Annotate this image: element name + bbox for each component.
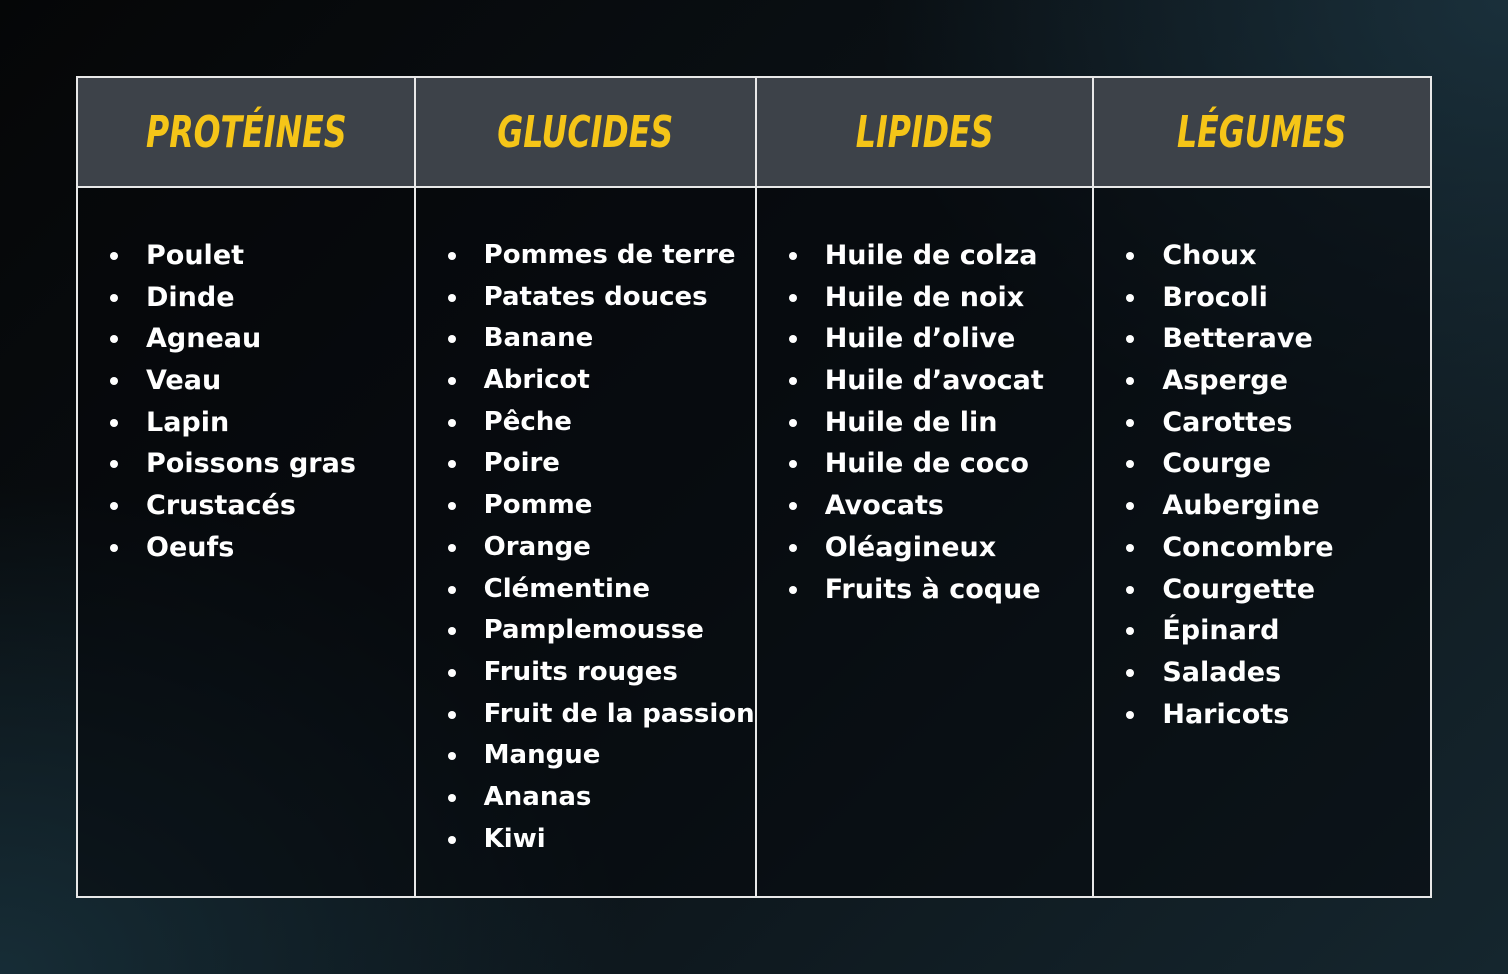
list-item-label: Choux [1162,240,1257,271]
item-list [416,235,755,860]
list-item [787,569,1093,611]
list-item-label: Courge [1162,448,1271,480]
list-item [1124,527,1430,569]
bullet-icon [448,836,456,844]
list-item [108,443,414,485]
list-item-label: Orange [483,531,591,562]
bullet-icon [448,711,456,719]
list-item-label: Salades [1162,656,1282,688]
bullet-icon [110,460,118,468]
item-list [78,235,414,569]
list-item [108,485,414,527]
list-item-label: Huile de coco [824,448,1029,480]
list-item-label: Betterave [1162,323,1313,355]
list-item [446,527,755,569]
list-item-label: Poulet [146,240,245,271]
list-item [446,235,755,277]
list-item-label: Asperge [1162,365,1288,397]
list-item [1124,402,1430,444]
column-body [1094,188,1430,896]
column-title: GLUCIDES [497,106,674,158]
list-item [787,318,1093,360]
list-item-label: Carottes [1162,406,1293,438]
column-header [757,78,1093,188]
bullet-icon [789,252,797,260]
list-item-label: Huile de lin [824,406,998,438]
list-item [108,360,414,402]
list-item-label: Kiwi [483,823,546,854]
column-body [416,188,755,896]
bullet-icon [448,377,456,385]
bullet-icon [1126,669,1134,677]
bullet-icon [789,294,797,302]
bullet-icon [789,377,797,385]
bullet-icon [110,419,118,427]
bullet-icon [448,502,456,510]
bullet-icon [110,252,118,260]
list-item-label: Abricot [483,365,590,396]
bullet-icon [1126,294,1134,302]
list-item-label: Oléagineux [824,531,997,563]
list-item [108,318,414,360]
column-body [757,188,1093,896]
list-item [1124,485,1430,527]
bullet-icon [448,752,456,760]
list-item-label: Fruit de la passion [483,698,755,729]
list-item-label: Poire [483,448,560,479]
column-title: PROTÉINES [145,106,347,158]
list-item [108,235,414,277]
list-item-label: Pommes de terre [483,240,736,270]
list-item-label: Dinde [146,281,235,313]
list-item-label: Clémentine [483,573,651,604]
list-item [446,485,755,527]
bullet-icon [789,502,797,510]
list-item [446,277,755,319]
list-item [787,527,1093,569]
list-item-label: Ananas [483,781,592,812]
list-item-label: Lapin [146,406,230,438]
bullet-icon [1126,377,1134,385]
list-item [446,318,755,360]
bullet-icon [1126,419,1134,427]
list-item [1124,277,1430,319]
list-item [446,777,755,819]
bullet-icon [448,294,456,302]
bullet-icon [110,377,118,385]
list-item-label: Poissons gras [146,448,356,480]
bullet-icon [448,627,456,635]
list-item-label: Veau [146,365,222,397]
bullet-icon [1126,335,1134,343]
bullet-icon [789,335,797,343]
list-item [787,360,1093,402]
column-header [1094,78,1430,188]
bullet-icon [789,544,797,552]
list-item [446,360,755,402]
bullet-icon [789,460,797,468]
column-body [78,188,414,896]
bullet-icon [1126,502,1134,510]
list-item-label: Huile d’olive [824,323,1016,355]
column-title: LÉGUMES [1177,106,1347,158]
list-item [446,652,755,694]
list-item [446,402,755,444]
list-item-label: Fruits à coque [824,573,1041,605]
column-glucides [416,78,757,896]
list-item [108,402,414,444]
list-item [1124,360,1430,402]
item-list [1094,235,1430,735]
list-item [446,569,755,611]
list-item-label: Agneau [146,323,262,355]
list-item [1124,694,1430,736]
list-item [787,402,1093,444]
list-item-label: Pamplemousse [483,615,704,646]
list-item-label: Aubergine [1162,490,1320,522]
bullet-icon [448,586,456,594]
column-title: LIPIDES [855,106,994,158]
list-item-label: Pêche [483,406,572,437]
list-item [787,277,1093,319]
column-legumes [1094,78,1430,896]
bullet-icon [789,419,797,427]
bullet-icon [448,794,456,802]
list-item [1124,235,1430,277]
list-item [787,235,1093,277]
column-lipides [757,78,1095,896]
list-item-label: Huile d’avocat [824,365,1044,397]
list-item [1124,610,1430,652]
column-proteines [78,78,416,896]
list-item-label: Fruits rouges [483,656,678,687]
list-item [108,527,414,569]
list-item-label: Pomme [483,490,593,521]
list-item [1124,652,1430,694]
list-item-label: Oeufs [146,531,235,563]
list-item [446,694,755,736]
bullet-icon [1126,460,1134,468]
list-item [787,485,1093,527]
list-item-label: Haricots [1162,698,1290,730]
list-item-label: Mangue [483,740,601,771]
bullet-icon [448,335,456,343]
list-item-label: Huile de colza [824,240,1038,271]
list-item [787,443,1093,485]
bullet-icon [448,669,456,677]
bullet-icon [448,419,456,427]
bullet-icon [448,460,456,468]
bullet-icon [1126,544,1134,552]
bullet-icon [789,586,797,594]
list-item [1124,443,1430,485]
list-item-label: Courgette [1162,573,1316,605]
bullet-icon [110,544,118,552]
column-header [78,78,414,188]
bullet-icon [1126,252,1134,260]
list-item [446,819,755,861]
item-list [757,235,1093,610]
list-item [1124,318,1430,360]
bullet-icon [110,502,118,510]
bullet-icon [110,335,118,343]
list-item [446,735,755,777]
list-item [1124,569,1430,611]
bullet-icon [448,544,456,552]
bullet-icon [448,252,456,260]
list-item-label: Épinard [1162,615,1280,647]
bullet-icon [1126,711,1134,719]
food-table [76,76,1432,898]
list-item-label: Avocats [824,490,944,522]
list-item [108,277,414,319]
bullet-icon [1126,627,1134,635]
list-item [446,443,755,485]
list-item-label: Patates douces [483,281,708,312]
column-header [416,78,755,188]
list-item-label: Crustacés [146,490,296,522]
bullet-icon [110,294,118,302]
list-item [446,610,755,652]
list-item-label: Brocoli [1162,281,1268,313]
list-item-label: Concombre [1162,531,1334,563]
list-item-label: Huile de noix [824,281,1025,313]
bullet-icon [1126,586,1134,594]
list-item-label: Banane [483,323,594,354]
